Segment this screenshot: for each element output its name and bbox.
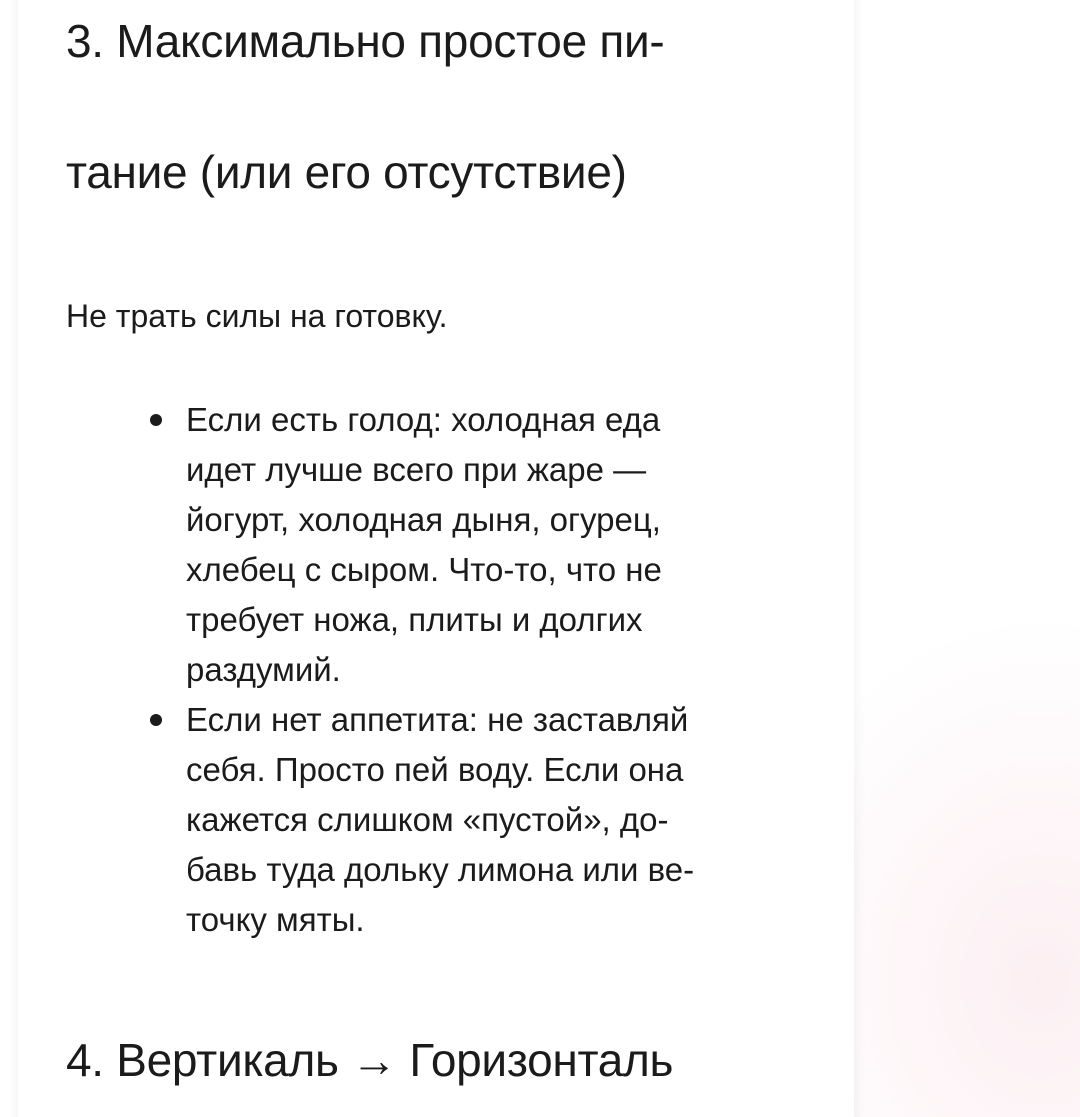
bullet-1-line-5: требует ножа, плиты и долгих — [186, 601, 643, 638]
bullet-2-line-3: кажется слишком «пустой», до- — [186, 801, 669, 838]
bullet-2-line-4: бавь туда дольку лимона или ве- — [186, 851, 695, 888]
bullet-1-line-6: раздумий. — [186, 651, 341, 688]
article-card — [18, 0, 854, 1117]
bullet-1-line-1: Если есть голод: холодная еда — [186, 401, 661, 438]
bullet-1-line-2: идет лучше всего при жаре — — [186, 451, 647, 488]
bullet-item-no-appetite — [138, 695, 798, 945]
bullet-dot-icon — [150, 714, 162, 726]
section-3-bullet-list — [138, 395, 798, 945]
bullet-dot-icon — [150, 414, 162, 426]
bullet-1-line-4: хлебец с сыром. Что-то, что не — [186, 551, 662, 588]
bullet-2-line-1: Если нет аппетита: не заставляй — [186, 701, 689, 738]
section-3-title-line-1: 3. Максимально простое пи- — [66, 15, 665, 67]
bullet-2-line-5: точку мяты. — [186, 901, 365, 938]
bullet-item-cold-food — [138, 395, 798, 695]
bullet-2-line-2: себя. Просто пей воду. Если она — [186, 751, 684, 788]
section-3-intro: Не трать силы на готовку. — [66, 298, 448, 334]
bullet-1-line-3: йогурт, холодная дыня, огурец, — [186, 501, 661, 538]
section-4-title: 4. Вертикаль → Горизонталь — [66, 1034, 674, 1086]
section-3-title-line-2: тание (или его отсутствие) — [66, 146, 627, 198]
